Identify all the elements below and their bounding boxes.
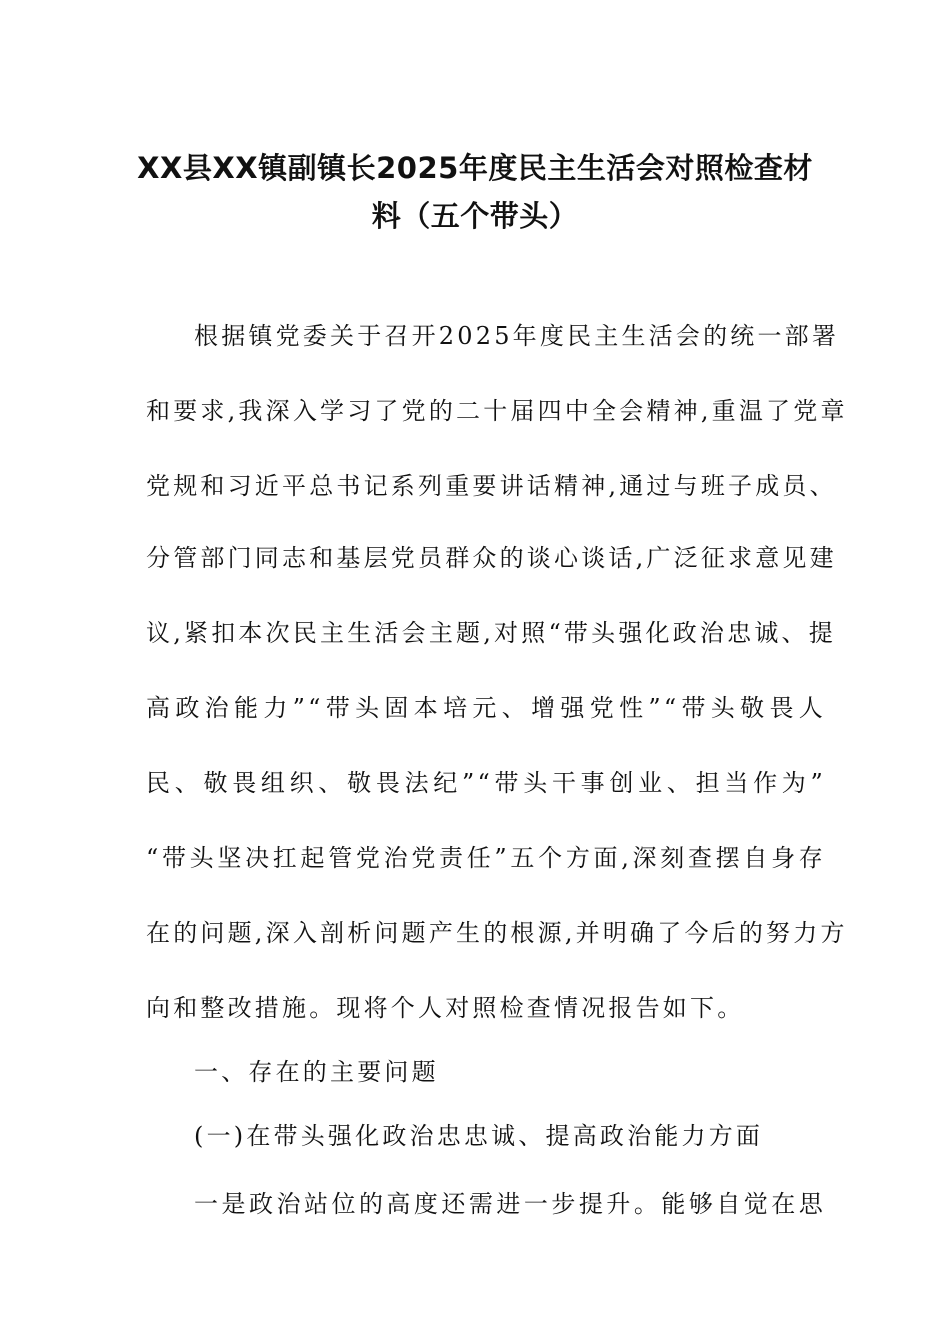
intro-paragraph-line-4: 分管部门同志和基层党员群众的谈心谈话,广泛征求意见建 (146, 544, 837, 572)
intro-paragraph-line-2: 和要求,我深入学习了党的二十届四中全会精神,重温了党章 (146, 397, 848, 425)
intro-paragraph-line-7: 民、敬畏组织、敬畏法纪”“带头干事创业、担当作为” (146, 769, 826, 797)
intro-paragraph-line-9: 在的问题,深入剖析问题产生的根源,并明确了今后的努力方 (146, 919, 848, 947)
document-title-line-1: XX县XX镇副镇长2025年度民主生活会对照检查材 (137, 151, 813, 185)
section-heading: 一、存在的主要问题 (194, 1058, 439, 1086)
subsection-heading: (一)在带头强化政治忠忠诚、提高政治能力方面 (194, 1122, 764, 1150)
document-title-line-2: 料（五个带头） (371, 199, 579, 233)
intro-paragraph-line-10: 向和整改措施。现将个人对照检查情况报告如下。 (146, 994, 745, 1022)
body-paragraph-line-1: 一是政治站位的高度还需进一步提升。能够自觉在思 (194, 1190, 826, 1218)
intro-paragraph-line-3: 党规和习近平总书记系列重要讲话精神,通过与班子成员、 (146, 472, 837, 500)
intro-paragraph-line-1: 根据镇党委关于召开2025年度民主生活会的统一部署 (194, 322, 840, 350)
intro-paragraph-line-5: 议,紧扣本次民主生活会主题,对照“带头强化政治忠诚、提 (146, 619, 836, 647)
intro-paragraph-line-6: 高政治能力”“带头固本培元、增强党性”“带头敬畏人 (146, 694, 826, 722)
intro-paragraph-line-8: “带头坚决扛起管党治党责任”五个方面,深刻查摆自身存 (146, 844, 826, 872)
